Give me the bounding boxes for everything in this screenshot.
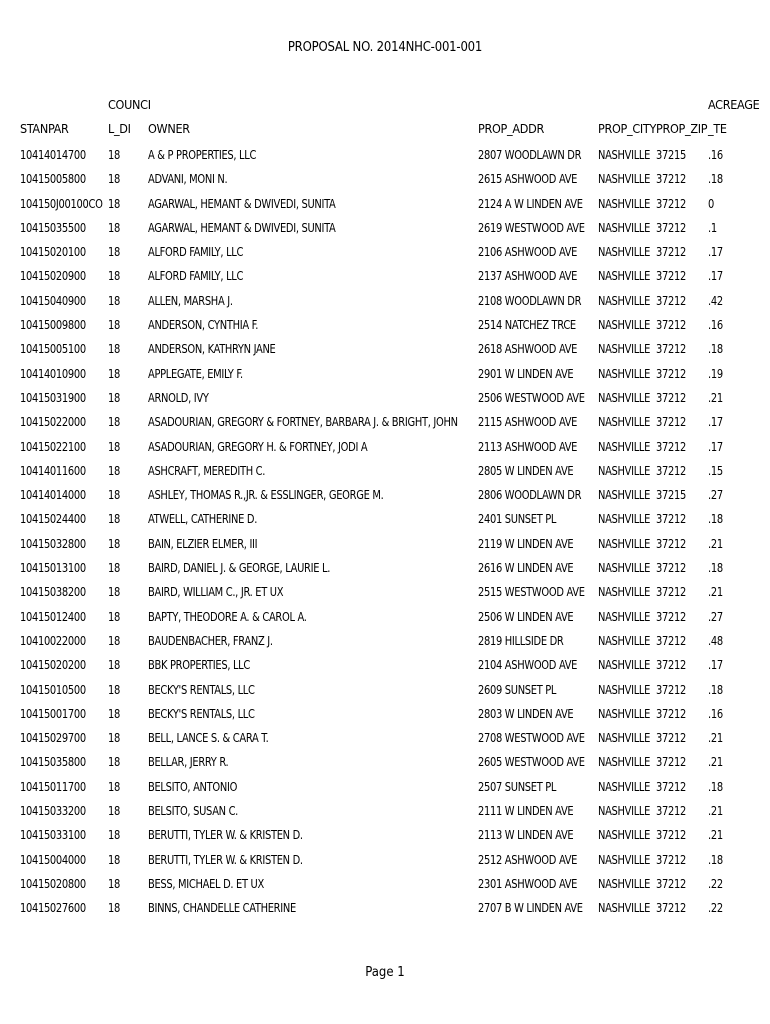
acreage-cell: .27 bbox=[708, 608, 723, 624]
document-title: PROPOSAL NO. 2014NHC-001-001 bbox=[287, 40, 483, 55]
table-row bbox=[0, 143, 770, 167]
council-district-cell: 18 bbox=[108, 462, 120, 478]
prop-city-cell: NASHVILLE bbox=[598, 487, 651, 503]
prop-city-cell: NASHVILLE bbox=[598, 462, 651, 478]
stanpar-cell: 10415004000 bbox=[20, 851, 86, 867]
prop-addr-cell: 2301 ASHWOOD AVE bbox=[478, 875, 578, 891]
prop-addr-cell: 2609 SUNSET PL bbox=[478, 681, 557, 697]
stanpar-cell: 10414014000 bbox=[20, 487, 86, 503]
prop-zip-cell: 37212 bbox=[656, 584, 686, 600]
owner-cell: ALLEN, MARSHA J. bbox=[148, 292, 233, 308]
header-acreage-line1: ACREAGE bbox=[708, 97, 760, 112]
owner-cell: BINNS, CHANDELLE CATHERINE bbox=[148, 900, 296, 916]
prop-addr-cell: 2514 NATCHEZ TRCE bbox=[478, 317, 576, 333]
owner-cell: ALFORD FAMILY, LLC bbox=[148, 268, 244, 284]
stanpar-cell: 10415001700 bbox=[20, 705, 86, 721]
council-district-cell: 18 bbox=[108, 778, 120, 794]
owner-cell: ASHCRAFT, MEREDITH C. bbox=[148, 462, 266, 478]
stanpar-cell: 10415013100 bbox=[20, 560, 86, 576]
prop-addr-cell: 2805 W LINDEN AVE bbox=[478, 462, 574, 478]
council-district-cell: 18 bbox=[108, 657, 120, 673]
table-row bbox=[0, 678, 770, 702]
acreage-cell: .18 bbox=[708, 851, 723, 867]
prop-zip-cell: 37212 bbox=[656, 317, 686, 333]
table-row bbox=[0, 289, 770, 313]
owner-cell: ATWELL, CATHERINE D. bbox=[148, 511, 258, 527]
prop-addr-cell: 2512 ASHWOOD AVE bbox=[478, 851, 578, 867]
council-district-cell: 18 bbox=[108, 535, 120, 551]
table-row bbox=[0, 605, 770, 629]
prop-city-cell: NASHVILLE bbox=[598, 341, 651, 357]
prop-city-cell: NASHVILLE bbox=[598, 317, 651, 333]
table-row bbox=[0, 896, 770, 920]
owner-cell: APPLEGATE, EMILY F. bbox=[148, 365, 243, 381]
prop-addr-cell: 2707 B W LINDEN AVE bbox=[478, 900, 583, 916]
prop-zip-cell: 37212 bbox=[656, 462, 686, 478]
prop-addr-cell: 2113 ASHWOOD AVE bbox=[478, 438, 578, 454]
owner-cell: ANDERSON, CYNTHIA F. bbox=[148, 317, 259, 333]
stanpar-cell: 10415033200 bbox=[20, 803, 86, 819]
prop-zip-cell: 37212 bbox=[656, 657, 686, 673]
table-row bbox=[0, 750, 770, 774]
stanpar-cell: 10415035500 bbox=[20, 219, 86, 235]
stanpar-cell: 10415020900 bbox=[20, 268, 86, 284]
owner-cell: BELSITO, ANTONIO bbox=[148, 778, 238, 794]
owner-cell: ASADOURIAN, GREGORY & FORTNEY, BARBARA J. & BRIGHT, JOHN bbox=[148, 414, 458, 430]
table-row bbox=[0, 386, 770, 410]
header-council-line1: COUNCI bbox=[108, 97, 151, 112]
prop-city-cell: NASHVILLE bbox=[598, 414, 651, 430]
owner-cell: BAIRD, DANIEL J. & GEORGE, LAURIE L. bbox=[148, 560, 331, 576]
council-district-cell: 18 bbox=[108, 438, 120, 454]
council-district-cell: 18 bbox=[108, 487, 120, 503]
acreage-cell: .18 bbox=[708, 341, 723, 357]
prop-city-cell: NASHVILLE bbox=[598, 657, 651, 673]
table-row bbox=[0, 313, 770, 337]
table-header bbox=[0, 94, 770, 142]
prop-zip-cell: 37212 bbox=[656, 851, 686, 867]
stanpar-cell: 10414010900 bbox=[20, 365, 86, 381]
prop-city-cell: NASHVILLE bbox=[598, 584, 651, 600]
header-stanpar: STANPAR bbox=[20, 121, 69, 136]
acreage-cell: .16 bbox=[708, 147, 723, 162]
prop-city-cell: NASHVILLE bbox=[598, 754, 651, 770]
acreage-cell: .48 bbox=[708, 632, 723, 648]
council-district-cell: 18 bbox=[108, 147, 120, 162]
table-row bbox=[0, 264, 770, 288]
acreage-cell: .16 bbox=[708, 317, 723, 333]
stanpar-cell: 10415040900 bbox=[20, 292, 86, 308]
prop-addr-cell: 2108 WOODLAWN DR bbox=[478, 292, 582, 308]
owner-cell: ADVANI, MONI N. bbox=[148, 171, 228, 187]
prop-zip-cell: 37212 bbox=[656, 365, 686, 381]
prop-zip-cell: 37212 bbox=[656, 535, 686, 551]
stanpar-cell: 10415011700 bbox=[20, 778, 86, 794]
acreage-cell: .21 bbox=[708, 730, 723, 746]
owner-cell: BAIRD, WILLIAM C., JR. ET UX bbox=[148, 584, 284, 600]
table-row bbox=[0, 872, 770, 896]
owner-cell: BELLAR, JERRY R. bbox=[148, 754, 229, 770]
table-row bbox=[0, 507, 770, 531]
acreage-cell: .17 bbox=[708, 414, 723, 430]
header-owner: OWNER bbox=[148, 121, 190, 136]
council-district-cell: 18 bbox=[108, 389, 120, 405]
header-prop-city: PROP_CITY bbox=[598, 121, 657, 136]
owner-cell: BAIN, ELZIER ELMER, III bbox=[148, 535, 258, 551]
prop-zip-cell: 37212 bbox=[656, 608, 686, 624]
prop-addr-cell: 2619 WESTWOOD AVE bbox=[478, 219, 585, 235]
acreage-cell: .22 bbox=[708, 900, 723, 916]
owner-cell: BELL, LANCE S. & CARA T. bbox=[148, 730, 269, 746]
stanpar-cell: 10415020200 bbox=[20, 657, 86, 673]
acreage-cell: 0 bbox=[708, 195, 714, 211]
prop-city-cell: NASHVILLE bbox=[598, 608, 651, 624]
prop-zip-cell: 37212 bbox=[656, 195, 686, 211]
table-row bbox=[0, 337, 770, 361]
acreage-cell: .18 bbox=[708, 778, 723, 794]
council-district-cell: 18 bbox=[108, 608, 120, 624]
prop-city-cell: NASHVILLE bbox=[598, 244, 651, 260]
prop-addr-cell: 2616 W LINDEN AVE bbox=[478, 560, 574, 576]
acreage-cell: .21 bbox=[708, 754, 723, 770]
prop-zip-cell: 37212 bbox=[656, 560, 686, 576]
prop-city-cell: NASHVILLE bbox=[598, 803, 651, 819]
prop-zip-cell: 37212 bbox=[656, 803, 686, 819]
table-row bbox=[0, 435, 770, 459]
table-row bbox=[0, 459, 770, 483]
prop-city-cell: NASHVILLE bbox=[598, 438, 651, 454]
owner-cell: BAPTY, THEODORE A. & CAROL A. bbox=[148, 608, 307, 624]
owner-cell: ASADOURIAN, GREGORY H. & FORTNEY, JODI A bbox=[148, 438, 368, 454]
prop-city-cell: NASHVILLE bbox=[598, 632, 651, 648]
prop-city-cell: NASHVILLE bbox=[598, 147, 651, 162]
acreage-cell: .15 bbox=[708, 462, 723, 478]
prop-zip-cell: 37212 bbox=[656, 268, 686, 284]
prop-addr-cell: 2819 HILLSIDE DR bbox=[478, 632, 564, 648]
header-council-line2: L_DI bbox=[108, 121, 131, 136]
prop-city-cell: NASHVILLE bbox=[598, 681, 651, 697]
acreage-cell: .18 bbox=[708, 511, 723, 527]
table-row bbox=[0, 556, 770, 580]
acreage-cell: .21 bbox=[708, 389, 723, 405]
table-row bbox=[0, 848, 770, 872]
prop-addr-cell: 2106 ASHWOOD AVE bbox=[478, 244, 578, 260]
owner-cell: BBK PROPERTIES, LLC bbox=[148, 657, 250, 673]
council-district-cell: 18 bbox=[108, 705, 120, 721]
page-number: Page 1 bbox=[365, 965, 405, 980]
council-district-cell: 18 bbox=[108, 827, 120, 843]
prop-addr-cell: 2803 W LINDEN AVE bbox=[478, 705, 574, 721]
stanpar-cell: 10415022000 bbox=[20, 414, 86, 430]
table-row bbox=[0, 799, 770, 823]
prop-zip-cell: 37212 bbox=[656, 900, 686, 916]
owner-cell: BERUTTI, TYLER W. & KRISTEN D. bbox=[148, 827, 303, 843]
acreage-cell: .21 bbox=[708, 827, 723, 843]
stanpar-cell: 10415005800 bbox=[20, 171, 86, 187]
table-row bbox=[0, 775, 770, 799]
prop-zip-cell: 37212 bbox=[656, 875, 686, 891]
prop-zip-cell: 37212 bbox=[656, 414, 686, 430]
stanpar-cell: 10410022000 bbox=[20, 632, 86, 648]
prop-city-cell: NASHVILLE bbox=[598, 171, 651, 187]
owner-cell: AGARWAL, HEMANT & DWIVEDI, SUNITA bbox=[148, 195, 336, 211]
council-district-cell: 18 bbox=[108, 560, 120, 576]
owner-cell: BESS, MICHAEL D. ET UX bbox=[148, 875, 264, 891]
prop-addr-cell: 2115 ASHWOOD AVE bbox=[478, 414, 578, 430]
prop-city-cell: NASHVILLE bbox=[598, 219, 651, 235]
prop-zip-cell: 37212 bbox=[656, 705, 686, 721]
table-row bbox=[0, 216, 770, 240]
stanpar-cell: 10415012400 bbox=[20, 608, 86, 624]
prop-city-cell: NASHVILLE bbox=[598, 827, 651, 843]
prop-addr-cell: 2137 ASHWOOD AVE bbox=[478, 268, 578, 284]
header-acreage-line2: _TE bbox=[708, 121, 727, 136]
prop-zip-cell: 37212 bbox=[656, 171, 686, 187]
table-row bbox=[0, 580, 770, 604]
prop-city-cell: NASHVILLE bbox=[598, 535, 651, 551]
owner-cell: ARNOLD, IVY bbox=[148, 389, 209, 405]
council-district-cell: 18 bbox=[108, 754, 120, 770]
table-row bbox=[0, 823, 770, 847]
stanpar-cell: 10415009800 bbox=[20, 317, 86, 333]
stanpar-cell: 10415031900 bbox=[20, 389, 86, 405]
prop-zip-cell: 37212 bbox=[656, 511, 686, 527]
prop-addr-cell: 2111 W LINDEN AVE bbox=[478, 803, 574, 819]
acreage-cell: .17 bbox=[708, 657, 723, 673]
council-district-cell: 18 bbox=[108, 875, 120, 891]
prop-zip-cell: 37212 bbox=[656, 219, 686, 235]
acreage-cell: .42 bbox=[708, 292, 723, 308]
stanpar-cell: 10415033100 bbox=[20, 827, 86, 843]
stanpar-cell: 104150J00100CO bbox=[20, 195, 103, 211]
prop-zip-cell: 37212 bbox=[656, 244, 686, 260]
prop-zip-cell: 37212 bbox=[656, 632, 686, 648]
prop-zip-cell: 37215 bbox=[656, 147, 686, 162]
owner-cell: A & P PROPERTIES, LLC bbox=[148, 147, 257, 162]
table-row bbox=[0, 362, 770, 386]
stanpar-cell: 10415038200 bbox=[20, 584, 86, 600]
stanpar-cell: 10415024400 bbox=[20, 511, 86, 527]
council-district-cell: 18 bbox=[108, 171, 120, 187]
council-district-cell: 18 bbox=[108, 268, 120, 284]
council-district-cell: 18 bbox=[108, 341, 120, 357]
prop-addr-cell: 2104 ASHWOOD AVE bbox=[478, 657, 578, 673]
owner-cell: ANDERSON, KATHRYN JANE bbox=[148, 341, 276, 357]
header-prop-zip: PROP_ZIP bbox=[656, 121, 708, 136]
prop-addr-cell: 2615 ASHWOOD AVE bbox=[478, 171, 578, 187]
table-row bbox=[0, 702, 770, 726]
council-district-cell: 18 bbox=[108, 511, 120, 527]
prop-zip-cell: 37212 bbox=[656, 681, 686, 697]
prop-zip-cell: 37212 bbox=[656, 292, 686, 308]
table-row bbox=[0, 240, 770, 264]
prop-zip-cell: 37215 bbox=[656, 487, 686, 503]
owner-cell: ALFORD FAMILY, LLC bbox=[148, 244, 244, 260]
council-district-cell: 18 bbox=[108, 584, 120, 600]
table-row bbox=[0, 629, 770, 653]
stanpar-cell: 10415029700 bbox=[20, 730, 86, 746]
council-district-cell: 18 bbox=[108, 730, 120, 746]
council-district-cell: 18 bbox=[108, 292, 120, 308]
prop-city-cell: NASHVILLE bbox=[598, 511, 651, 527]
prop-addr-cell: 2901 W LINDEN AVE bbox=[478, 365, 574, 381]
stanpar-cell: 10415020800 bbox=[20, 875, 86, 891]
prop-city-cell: NASHVILLE bbox=[598, 365, 651, 381]
acreage-cell: .21 bbox=[708, 803, 723, 819]
table-row bbox=[0, 167, 770, 191]
acreage-cell: .17 bbox=[708, 244, 723, 260]
prop-addr-cell: 2507 SUNSET PL bbox=[478, 778, 557, 794]
acreage-cell: .18 bbox=[708, 560, 723, 576]
header-prop-addr: PROP_ADDR bbox=[478, 121, 544, 136]
prop-zip-cell: 37212 bbox=[656, 438, 686, 454]
stanpar-cell: 10415010500 bbox=[20, 681, 86, 697]
prop-zip-cell: 37212 bbox=[656, 341, 686, 357]
council-district-cell: 18 bbox=[108, 632, 120, 648]
owner-cell: BELSITO, SUSAN C. bbox=[148, 803, 239, 819]
prop-city-cell: NASHVILLE bbox=[598, 875, 651, 891]
prop-addr-cell: 2506 W LINDEN AVE bbox=[478, 608, 574, 624]
stanpar-cell: 10415020100 bbox=[20, 244, 86, 260]
stanpar-cell: 10415022100 bbox=[20, 438, 86, 454]
prop-zip-cell: 37212 bbox=[656, 827, 686, 843]
stanpar-cell: 10415035800 bbox=[20, 754, 86, 770]
table-row bbox=[0, 653, 770, 677]
owner-cell: AGARWAL, HEMANT & DWIVEDI, SUNITA bbox=[148, 219, 336, 235]
acreage-cell: .22 bbox=[708, 875, 723, 891]
stanpar-cell: 10414014700 bbox=[20, 147, 86, 162]
acreage-cell: .27 bbox=[708, 487, 723, 503]
prop-city-cell: NASHVILLE bbox=[598, 730, 651, 746]
prop-addr-cell: 2618 ASHWOOD AVE bbox=[478, 341, 578, 357]
prop-addr-cell: 2605 WESTWOOD AVE bbox=[478, 754, 585, 770]
council-district-cell: 18 bbox=[108, 195, 120, 211]
table-row bbox=[0, 532, 770, 556]
acreage-cell: .17 bbox=[708, 438, 723, 454]
table-body bbox=[0, 143, 770, 921]
stanpar-cell: 10415027600 bbox=[20, 900, 86, 916]
prop-city-cell: NASHVILLE bbox=[598, 851, 651, 867]
table-row bbox=[0, 483, 770, 507]
stanpar-cell: 10415005100 bbox=[20, 341, 86, 357]
owner-cell: BECKY'S RENTALS, LLC bbox=[148, 681, 255, 697]
prop-addr-cell: 2119 W LINDEN AVE bbox=[478, 535, 574, 551]
owner-cell: BAUDENBACHER, FRANZ J. bbox=[148, 632, 273, 648]
prop-zip-cell: 37212 bbox=[656, 730, 686, 746]
council-district-cell: 18 bbox=[108, 244, 120, 260]
prop-addr-cell: 2515 WESTWOOD AVE bbox=[478, 584, 585, 600]
acreage-cell: .1 bbox=[708, 219, 717, 235]
prop-zip-cell: 37212 bbox=[656, 389, 686, 405]
prop-city-cell: NASHVILLE bbox=[598, 560, 651, 576]
council-district-cell: 18 bbox=[108, 414, 120, 430]
prop-city-cell: NASHVILLE bbox=[598, 389, 651, 405]
prop-city-cell: NASHVILLE bbox=[598, 900, 651, 916]
acreage-cell: .19 bbox=[708, 365, 723, 381]
prop-city-cell: NASHVILLE bbox=[598, 195, 651, 211]
prop-city-cell: NASHVILLE bbox=[598, 292, 651, 308]
owner-cell: ASHLEY, THOMAS R.,JR. & ESSLINGER, GEORGE M. bbox=[148, 487, 384, 503]
council-district-cell: 18 bbox=[108, 219, 120, 235]
acreage-cell: .21 bbox=[708, 584, 723, 600]
prop-addr-cell: 2506 WESTWOOD AVE bbox=[478, 389, 585, 405]
acreage-cell: .16 bbox=[708, 705, 723, 721]
prop-city-cell: NASHVILLE bbox=[598, 778, 651, 794]
prop-addr-cell: 2806 WOODLAWN DR bbox=[478, 487, 582, 503]
stanpar-cell: 10415032800 bbox=[20, 535, 86, 551]
owner-cell: BECKY'S RENTALS, LLC bbox=[148, 705, 255, 721]
prop-zip-cell: 37212 bbox=[656, 754, 686, 770]
owner-cell: BERUTTI, TYLER W. & KRISTEN D. bbox=[148, 851, 303, 867]
acreage-cell: .17 bbox=[708, 268, 723, 284]
acreage-cell: .18 bbox=[708, 681, 723, 697]
council-district-cell: 18 bbox=[108, 317, 120, 333]
prop-addr-cell: 2807 WOODLAWN DR bbox=[478, 147, 582, 162]
prop-addr-cell: 2124 A W LINDEN AVE bbox=[478, 195, 583, 211]
acreage-cell: .21 bbox=[708, 535, 723, 551]
council-district-cell: 18 bbox=[108, 851, 120, 867]
council-district-cell: 18 bbox=[108, 803, 120, 819]
council-district-cell: 18 bbox=[108, 365, 120, 381]
table-row bbox=[0, 410, 770, 434]
prop-zip-cell: 37212 bbox=[656, 778, 686, 794]
council-district-cell: 18 bbox=[108, 681, 120, 697]
acreage-cell: .18 bbox=[708, 171, 723, 187]
prop-city-cell: NASHVILLE bbox=[598, 705, 651, 721]
stanpar-cell: 10414011600 bbox=[20, 462, 86, 478]
council-district-cell: 18 bbox=[108, 900, 120, 916]
prop-addr-cell: 2708 WESTWOOD AVE bbox=[478, 730, 585, 746]
prop-addr-cell: 2401 SUNSET PL bbox=[478, 511, 557, 527]
table-row bbox=[0, 726, 770, 750]
prop-addr-cell: 2113 W LINDEN AVE bbox=[478, 827, 574, 843]
prop-city-cell: NASHVILLE bbox=[598, 268, 651, 284]
table-row bbox=[0, 192, 770, 216]
